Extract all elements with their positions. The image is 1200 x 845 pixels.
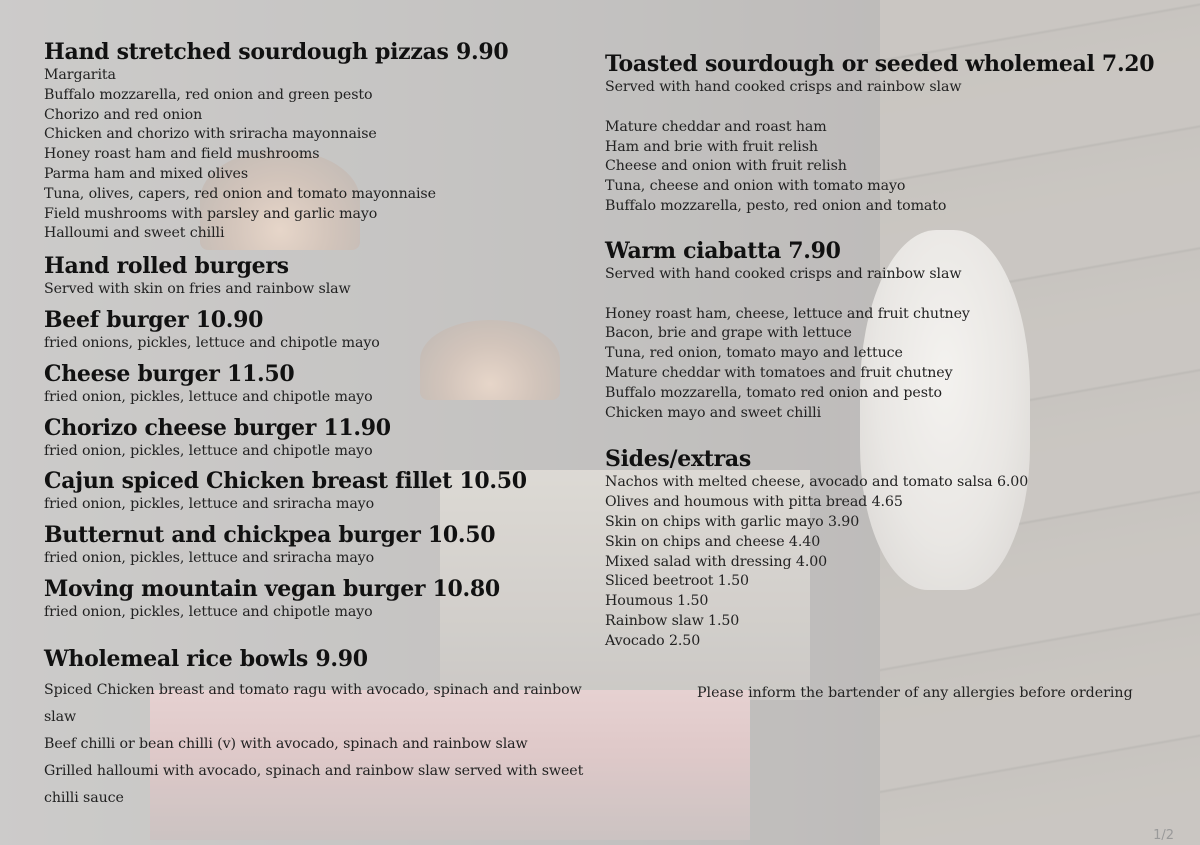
burger-subtitle: Served with skin on fries and rainbow slaw [44,281,351,298]
ciabatta-section [605,237,1165,424]
burger-heading: Hand rolled burgers [44,253,289,280]
burger-item [44,521,584,569]
menu-item: Avocado 2.50 [605,632,701,649]
burger-name: Cheese burger 11.50 [44,360,295,387]
menu-item: Tuna, red onion, tomato mayo and lettuce [605,345,903,362]
rice-bowl-section [44,645,584,812]
menu-item: Olives and houmous with pitta bread 4.65 [605,494,903,511]
menu-item: Tuna, olives, capers, red onion and tomato mayonnaise [44,185,436,202]
menu-item: Honey roast ham, cheese, lettuce and fruit chutney [605,305,970,322]
burger-item [44,414,584,462]
menu-item: Sliced beetroot 1.50 [605,573,749,590]
menu-item: Buffalo mozzarella, pesto, red onion and tomato [605,197,947,214]
menu-item: Bacon, brie and grape with lettuce [605,325,852,342]
menu-item: Margarita [44,67,116,83]
menu-item: Grilled halloumi with avocado, spinach and rainbow slaw served with sweet chilli sauce [44,762,584,806]
toasted-heading: Toasted sourdough or seeded wholemeal 7.20 [605,51,1155,77]
burger-section [44,252,584,623]
burger-name: Moving mountain vegan burger 10.80 [44,575,500,602]
burger-desc: fried onion, pickles, lettuce and sriracha mayo [44,496,375,513]
menu-item: Spiced Chicken breast and tomato ragu with avocado, spinach and rainbow slaw [44,681,582,725]
burger-item [44,575,584,623]
ciabatta-heading: Warm ciabatta 7.90 [605,237,841,264]
burger-desc: fried onions, pickles, lettuce and chipotle mayo [44,334,380,351]
menu-item: Skin on chips with garlic mayo 3.90 [605,513,860,530]
burger-desc: fried onion, pickles, lettuce and chipotle mayo [44,442,373,459]
menu-item: Chicken and chorizo with sriracha mayonnaise [44,126,377,143]
burger-desc: fried onion, pickles, lettuce and sriracha mayo [44,550,375,567]
ciabatta-list [605,305,1165,424]
rice-bowl-heading: Wholemeal rice bowls 9.90 [44,645,368,672]
menu-item: Cheese and onion with fruit relish [605,158,847,175]
menu-item: Parma ham and mixed olives [44,165,249,182]
burger-name: Chorizo cheese burger 11.90 [44,414,391,441]
burger-name: Butternut and chickpea burger 10.50 [44,522,496,549]
burger-name: Beef burger 10.90 [44,306,264,333]
menu-item: Skin on chips and cheese 4.40 [605,533,821,550]
menu-item: Rainbow slaw 1.50 [605,612,740,629]
left-column [44,38,584,812]
menu-item: Halloumi and sweet chilli [44,225,225,242]
burger-item [44,306,584,354]
menu-item: Chicken mayo and sweet chilli [605,404,822,421]
menu-item: Mixed salad with dressing 4.00 [605,553,828,570]
menu-item: Nachos with melted cheese, avocado and tomato salsa 6.00 [605,474,1029,491]
menu-item: Chorizo and red onion [44,106,203,123]
burger-item [44,360,584,408]
burger-item [44,467,584,515]
pizza-heading: Hand stretched sourdough pizzas 9.90 [44,39,509,65]
pizza-list [44,66,584,244]
toasted-list [605,118,1165,217]
menu-item: Buffalo mozzarella, red onion and green pesto [44,86,373,103]
menu-item: Mature cheddar with tomatoes and fruit chutney [605,364,953,381]
menu-item: Mature cheddar and roast ham [605,118,827,135]
menu-item: Honey roast ham and field mushrooms [44,146,320,163]
menu-item: Tuna, cheese and onion with tomato mayo [605,178,906,195]
pizza-section [44,38,584,244]
menu-item: Beef chilli or bean chilli (v) with avocado, spinach and rainbow slaw [44,735,528,752]
menu-item: Buffalo mozzarella, tomato red onion and pesto [605,384,942,401]
menu-item: Houmous 1.50 [605,593,709,610]
toasted-subtitle: Served with hand cooked crisps and rainbow slaw [605,79,962,95]
toasted-section [605,50,1165,217]
burger-name: Cajun spiced Chicken breast fillet 10.50 [44,468,527,495]
allergy-notice: Please inform the bartender of any allergies before ordering [697,685,1133,701]
page-number: 1/2 [1153,828,1174,843]
sides-section [605,445,1165,651]
burger-desc: fried onion, pickles, lettuce and chipotle mayo [44,603,373,620]
menu-item: Field mushrooms with parsley and garlic mayo [44,205,378,222]
menu-item: Ham and brie with fruit relish [605,138,818,155]
sides-heading: Sides/extras [605,446,751,473]
right-column [605,50,1165,652]
ciabatta-subtitle: Served with hand cooked crisps and rainbow slaw [605,265,962,282]
burger-desc: fried onion, pickles, lettuce and chipotle mayo [44,388,373,405]
